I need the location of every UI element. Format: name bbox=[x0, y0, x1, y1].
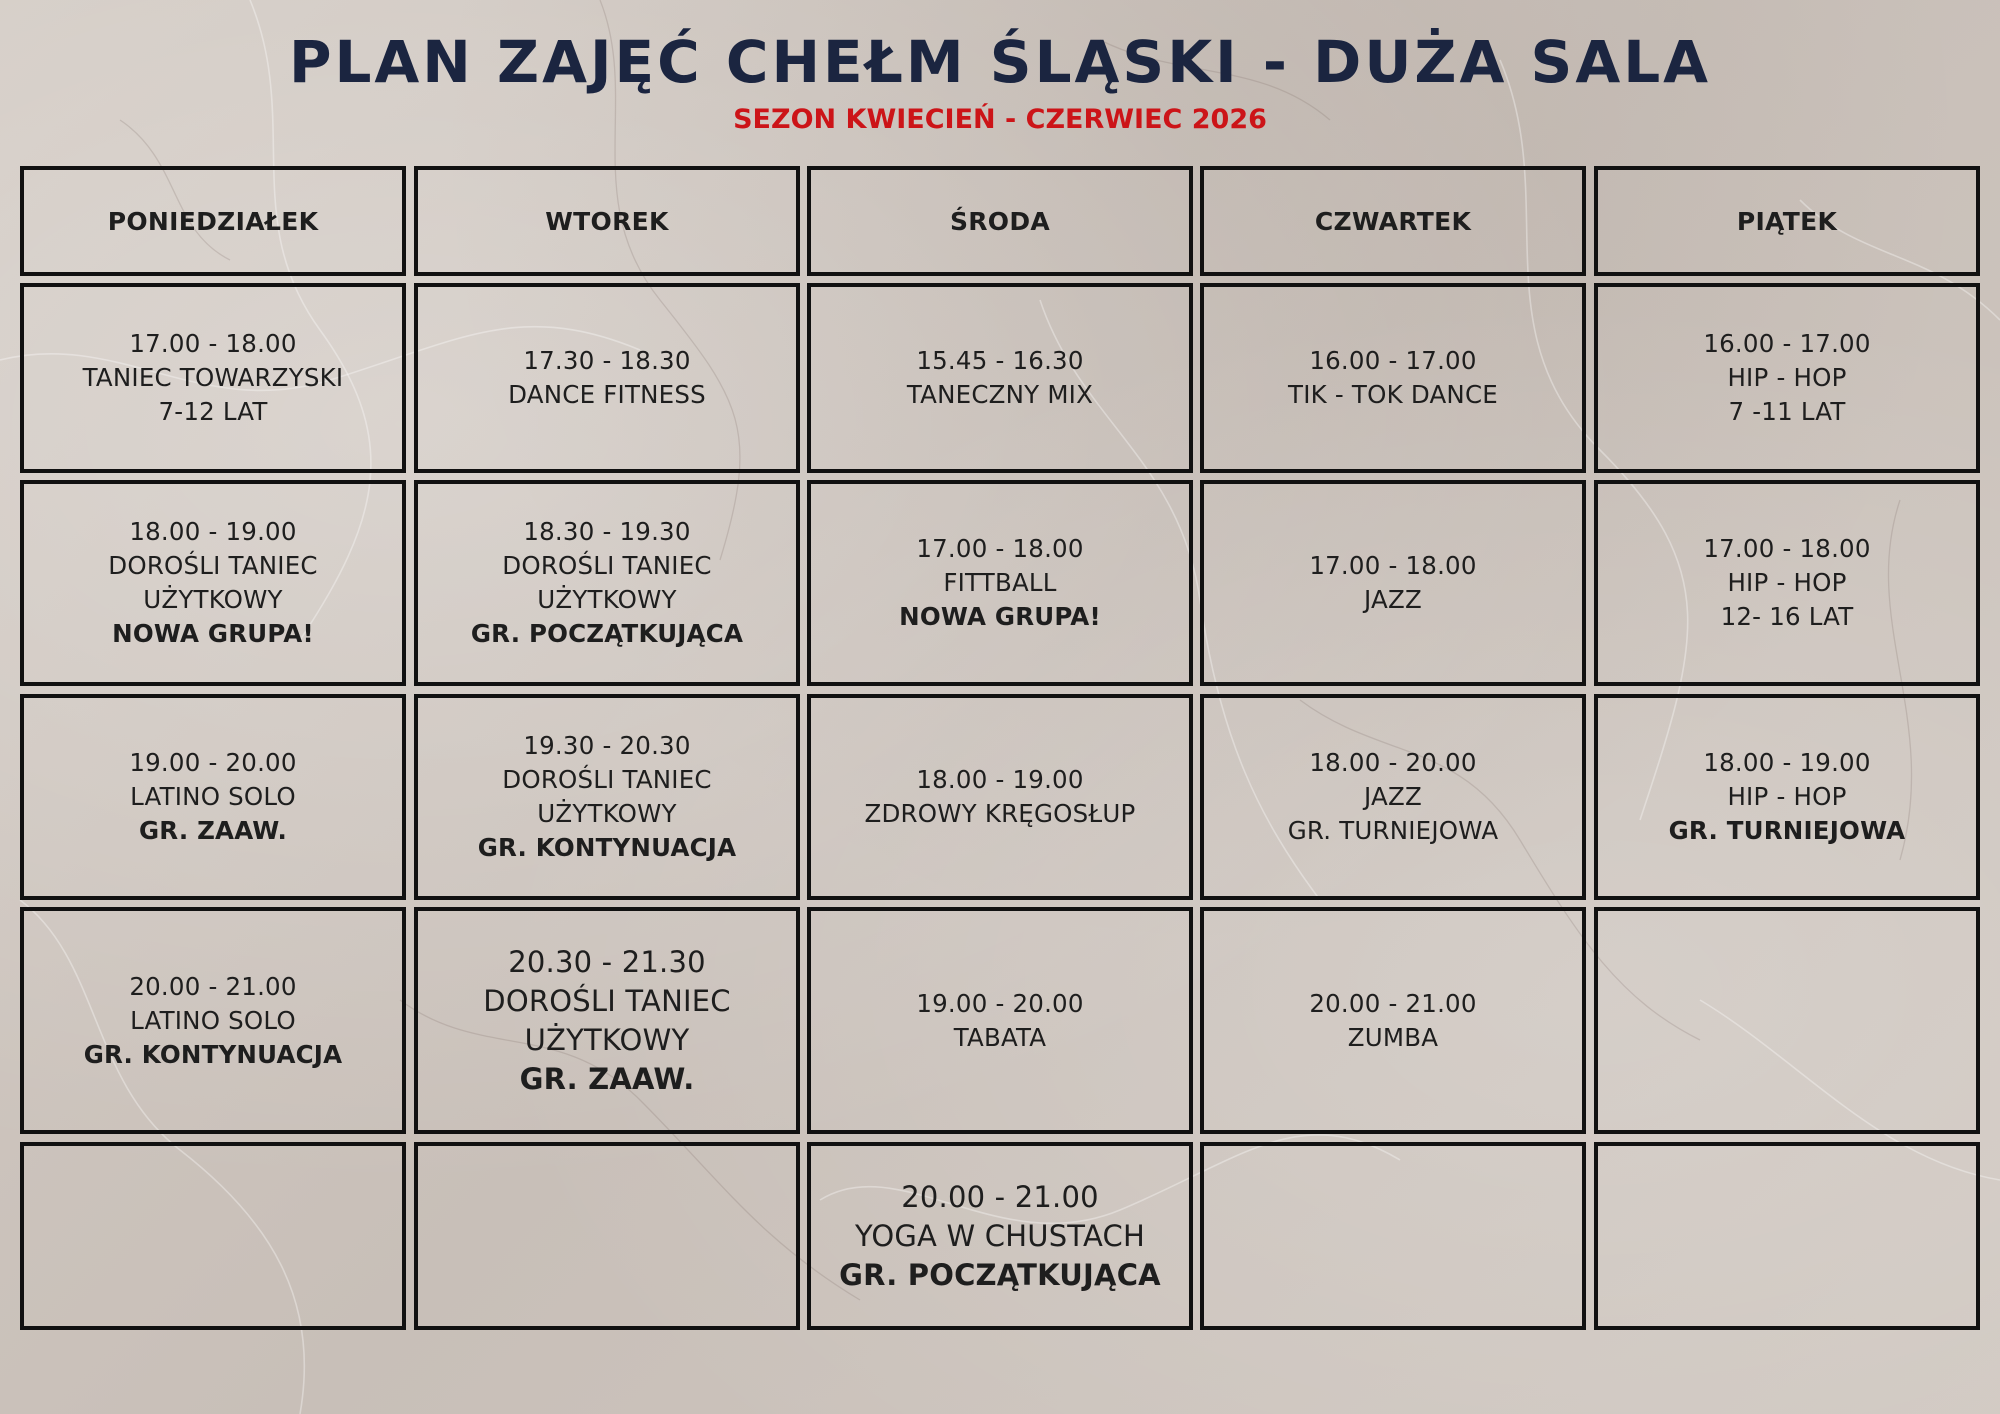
class-slot-friday bbox=[1594, 694, 1980, 900]
class-time: 20.30 - 21.30 bbox=[508, 944, 706, 979]
class-info: 7 -11 LAT bbox=[1728, 397, 1846, 426]
class-group-label: GR. ZAAW. bbox=[139, 816, 287, 845]
class-info: DOROŚLI TANIEC bbox=[502, 551, 712, 580]
class-time: 16.00 - 17.00 bbox=[1309, 346, 1477, 375]
day-header-wednesday: ŚRODA bbox=[807, 166, 1193, 276]
class-group-label: GR. TURNIEJOWA bbox=[1668, 816, 1906, 845]
class-info: JAZZ bbox=[1364, 782, 1422, 811]
class-slot-monday bbox=[20, 283, 406, 473]
class-info: ZUMBA bbox=[1347, 1022, 1439, 1052]
class-slot-monday bbox=[20, 480, 406, 686]
class-time: 18.00 - 19.00 bbox=[1703, 748, 1871, 777]
class-info: DANCE FITNESS bbox=[508, 380, 706, 409]
class-slot-tuesday bbox=[414, 480, 800, 686]
empty-slot-tuesday bbox=[414, 1142, 800, 1330]
class-info: DOROŚLI TANIEC bbox=[502, 765, 712, 794]
class-info: DOROŚLI TANIEC bbox=[108, 551, 318, 580]
season-subtitle: SEZON KWIECIEŃ - CZERWIEC 2026 bbox=[733, 104, 1267, 135]
day-header-friday: PIĄTEK bbox=[1594, 166, 1980, 276]
class-info: LATINO SOLO bbox=[130, 782, 296, 811]
class-time: 17.00 - 18.00 bbox=[1703, 534, 1871, 563]
day-header-thursday: CZWARTEK bbox=[1200, 166, 1586, 276]
class-slot-tuesday bbox=[414, 283, 800, 473]
class-time: 15.45 - 16.30 bbox=[916, 346, 1084, 375]
class-time: 18.00 - 20.00 bbox=[1309, 748, 1477, 777]
class-slot-friday bbox=[1594, 283, 1980, 473]
class-info: TIK - TOK DANCE bbox=[1288, 380, 1498, 409]
class-slot-wednesday bbox=[807, 907, 1193, 1134]
class-info: ZDROWY KRĘGOSŁUP bbox=[864, 799, 1136, 828]
empty-slot-monday bbox=[20, 1142, 406, 1330]
class-time: 18.30 - 19.30 bbox=[523, 517, 691, 546]
class-time: 19.30 - 20.30 bbox=[523, 731, 691, 760]
class-slot-monday bbox=[20, 907, 406, 1134]
class-info: LATINO SOLO bbox=[130, 1005, 296, 1035]
class-time: 19.00 - 20.00 bbox=[129, 748, 297, 777]
class-time: 17.00 - 18.00 bbox=[916, 534, 1084, 563]
class-info: HIP - HOP bbox=[1727, 782, 1847, 811]
empty-slot-thursday bbox=[1200, 1142, 1586, 1330]
class-time: 20.00 - 21.00 bbox=[901, 1179, 1099, 1214]
class-info: 12- 16 LAT bbox=[1720, 602, 1854, 631]
class-info: FITTBALL bbox=[943, 568, 1057, 597]
class-time: 17.00 - 18.00 bbox=[129, 329, 297, 358]
class-time: 16.00 - 17.00 bbox=[1703, 329, 1871, 358]
class-time: 20.00 - 21.00 bbox=[129, 971, 297, 1001]
class-info: UŻYTKOWY bbox=[537, 799, 677, 828]
class-slot-friday bbox=[1594, 480, 1980, 686]
class-group-label: GR. KONTYNUACJA bbox=[83, 1039, 343, 1069]
class-slot-thursday bbox=[1200, 283, 1586, 473]
class-slot-thursday bbox=[1200, 907, 1586, 1134]
class-slot-tuesday bbox=[414, 907, 800, 1134]
day-header-monday: PONIEDZIAŁEK bbox=[20, 166, 406, 276]
class-time: 19.00 - 20.00 bbox=[916, 988, 1084, 1018]
class-info: UŻYTKOWY bbox=[537, 585, 677, 614]
empty-slot-friday bbox=[1594, 1142, 1980, 1330]
class-info: TABATA bbox=[953, 1022, 1047, 1052]
class-time: 18.00 - 19.00 bbox=[129, 517, 297, 546]
class-slot-monday bbox=[20, 694, 406, 900]
class-slot-wednesday bbox=[807, 283, 1193, 473]
class-time: 18.00 - 19.00 bbox=[916, 765, 1084, 794]
class-info: UŻYTKOWY bbox=[524, 1022, 690, 1057]
day-header-tuesday: WTOREK bbox=[414, 166, 800, 276]
page-title: PLAN ZAJĘĆ CHEŁM ŚLĄSKI - DUŻA SALA bbox=[288, 28, 1712, 96]
class-slot-wednesday bbox=[807, 694, 1193, 900]
class-slot-wednesday bbox=[807, 480, 1193, 686]
class-group-label: NOWA GRUPA! bbox=[899, 602, 1101, 631]
class-info: UŻYTKOWY bbox=[143, 585, 283, 614]
empty-slot-friday bbox=[1594, 907, 1980, 1134]
class-info: GR. TURNIEJOWA bbox=[1287, 816, 1499, 845]
class-slot-tuesday bbox=[414, 694, 800, 900]
class-time: 17.00 - 18.00 bbox=[1309, 551, 1477, 580]
class-info: HIP - HOP bbox=[1727, 363, 1847, 392]
class-group-label: NOWA GRUPA! bbox=[112, 619, 314, 648]
class-time: 20.00 - 21.00 bbox=[1309, 988, 1477, 1018]
class-group-label: GR. POCZĄTKUJĄCA bbox=[470, 619, 744, 648]
class-slot-thursday bbox=[1200, 480, 1586, 686]
class-slot-thursday bbox=[1200, 694, 1586, 900]
class-info: HIP - HOP bbox=[1727, 568, 1847, 597]
class-group-label: GR. ZAAW. bbox=[519, 1061, 695, 1096]
class-info: TANECZNY MIX bbox=[906, 380, 1094, 409]
class-group-label: GR. POCZĄTKUJĄCA bbox=[839, 1257, 1161, 1292]
class-group-label: GR. KONTYNUACJA bbox=[477, 833, 737, 862]
class-info: JAZZ bbox=[1364, 585, 1422, 614]
class-info: DOROŚLI TANIEC bbox=[483, 983, 731, 1018]
class-info: 7-12 LAT bbox=[158, 397, 268, 426]
class-slot-wednesday bbox=[807, 1142, 1193, 1330]
class-info: TANIEC TOWARZYSKI bbox=[82, 363, 344, 392]
class-info: YOGA W CHUSTACH bbox=[855, 1218, 1145, 1253]
class-time: 17.30 - 18.30 bbox=[523, 346, 691, 375]
